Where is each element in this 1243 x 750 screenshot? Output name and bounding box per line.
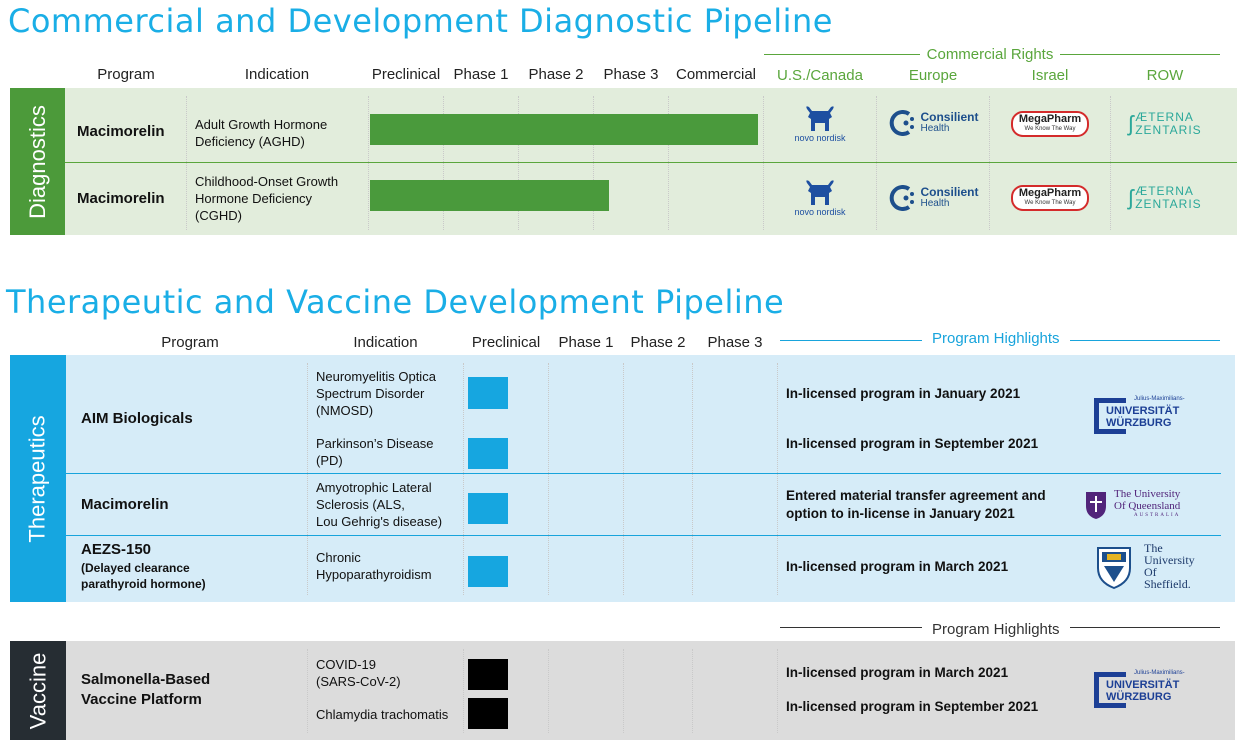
t-header-phase3: Phase 3 [707,334,763,351]
t-header-program: Program [161,334,219,351]
aezs-program: AEZS-150 [81,541,152,558]
aeterna-s-icon: ʃ [1128,185,1134,210]
header-phase3: Phase 3 [603,66,659,83]
diag-row1-program: Macimorelin [77,123,165,140]
maci-als-program: Macimorelin [81,496,169,513]
vaccine-highlights-line-left [780,627,922,628]
aim-program: AIM Biologicals [81,410,193,427]
megapharm-logo: MegaPharm We Know The Way [1005,184,1095,212]
diag-col-sep [368,96,369,230]
header-phase2: Phase 2 [528,66,584,83]
diagnostics-side-label: Diagnostics [24,104,50,219]
aezs-highlight: In-licensed program in March 2021 [786,559,1009,574]
commercial-rights-line-left [764,54,920,55]
bar-aezs [468,556,508,587]
diag-row1-indication: Adult Growth Hormone Deficiency (AGHD) [195,117,328,149]
bar-vaccine-covid [468,659,508,690]
consilient-c-icon [889,185,917,211]
vaccine-side-label: Vaccine [25,652,51,729]
t-header-highlights: Program Highlights [932,330,1060,347]
therapeutic-title: Therapeutic and Vaccine Development Pipeline [6,283,785,321]
v-col-sep [692,649,693,733]
diagnostic-title: Commercial and Development Diagnostic Pipeline [8,2,833,40]
consilient-logo: Consilient Health [886,183,982,213]
uq-crest-icon [1084,490,1108,520]
bar-aim-nmosd [468,377,508,409]
diag-col-sep [1110,96,1111,230]
header-program: Program [97,66,155,83]
header-indication: Indication [244,66,310,83]
commercial-rights-line-right [1060,54,1220,55]
header-commercial: Commercial [675,66,756,83]
consilient-logo: Consilient Health [886,108,982,138]
aeterna-zentaris-logo: ʃ ÆTERNA ZENTARIS [1128,110,1202,137]
t-col-sep [548,363,549,595]
wurzburg-logo: Julius-Maximilians- UNIVERSITÄT WÜRZBURG [1094,670,1190,710]
megapharm-logo: MegaPharm We Know The Way [1005,110,1095,138]
aim-highlight-1: In-licensed program in January 2021 [786,386,1021,401]
region-us-canada: U.S./Canada [777,67,863,84]
region-row: ROW [1146,67,1184,84]
t-header-indication: Indication [353,334,418,351]
novo-bull-icon [803,105,837,133]
consilient-c-icon [889,110,917,136]
novo-nordisk-logo: novo nordisk [784,100,856,148]
diag-row2-program: Macimorelin [77,190,165,207]
t-col-sep [777,363,778,595]
diag-col-sep [876,96,877,230]
novo-nordisk-logo: novo nordisk [784,174,856,222]
bar-aim-pd [468,438,508,469]
t-col-sep [307,363,308,595]
t-header-preclinical: Preclinical [471,334,541,351]
diag-row-divider [65,162,1237,163]
vaccine-sidebar [10,641,66,740]
v-col-sep [623,649,624,733]
wurzburg-logo: Julius-Maximilians- UNIVERSITÄT WÜRZBURG [1094,396,1190,436]
diag-col-sep [186,96,187,230]
bar-maci-als [468,493,508,524]
aim-indication-pd: Parkinson’s Disease (PD) [316,436,434,468]
aeterna-s-icon: ʃ [1128,111,1134,136]
t-header-phase1: Phase 1 [558,334,614,351]
vaccine-program: Salmonella-Based Vaccine Platform [81,671,211,708]
vaccine-highlights-header: Program Highlights [932,621,1060,638]
vaccine-indication-chlamydia: Chlamydia trachomatis [316,707,449,722]
aim-highlight-2: In-licensed program in September 2021 [786,436,1039,451]
diagnostics-sidebar [10,88,65,235]
highlights-line-left [780,340,922,341]
maci-als-indication: Amyotrophic Lateral Sclerosis (ALS, Lou Gehrig's disease) [316,480,443,529]
t-header-phase2: Phase 2 [630,334,686,351]
sheffield-logo: The University Of Sheffield. [1092,542,1212,592]
uq-logo: The University Of Queensland AUSTRALIA [1084,488,1204,522]
header-phase1: Phase 1 [453,66,509,83]
aezs-indication: Chronic Hypoparathyroidism [316,550,432,582]
therapeutics-side-label: Therapeutics [25,414,50,543]
maci-als-highlight: Entered material transfer agreement and option to in-license in January 2021 [786,488,1046,521]
novo-bull-icon [803,179,837,207]
vaccine-indication-covid: COVID-19 (SARS-CoV-2) [316,657,401,689]
bar-vaccine-chlamydia [468,698,508,729]
t-col-sep [463,363,464,595]
diag-bar-cghd [370,180,609,211]
v-col-sep [777,649,778,733]
region-europe: Europe [908,67,958,84]
v-col-sep [548,649,549,733]
vaccine-highlights-line-right [1070,627,1220,628]
aim-indication-nmosd: Neuromyelitis Optica Spectrum Disorder (NMOSD) [316,369,436,418]
t-row-divider [66,473,1221,474]
t-col-sep [692,363,693,595]
v-col-sep [463,649,464,733]
t-row-divider [66,535,1221,536]
diag-col-sep [989,96,990,230]
therapeutics-sidebar [10,355,66,602]
diag-row2-indication: Childhood-Onset Growth Hormone Deficiency (CGHD) [195,174,339,223]
aezs-subtitle: (Delayed clearance parathyroid hormone) [81,561,206,591]
vaccine-highlight-1: In-licensed program in March 2021 [786,665,1009,680]
commercial-rights-label: Commercial Rights [926,46,1054,63]
sheffield-crest-icon [1092,544,1136,590]
header-preclinical: Preclinical [371,66,441,83]
v-col-sep [307,649,308,733]
vaccine-highlight-2: In-licensed program in September 2021 [786,699,1039,714]
region-israel: Israel [1031,67,1069,84]
diag-col-sep [763,96,764,230]
aeterna-zentaris-logo: ʃ ÆTERNA ZENTARIS [1128,184,1202,211]
highlights-line-right [1070,340,1220,341]
t-col-sep [623,363,624,595]
diag-bar-aghd [370,114,758,145]
